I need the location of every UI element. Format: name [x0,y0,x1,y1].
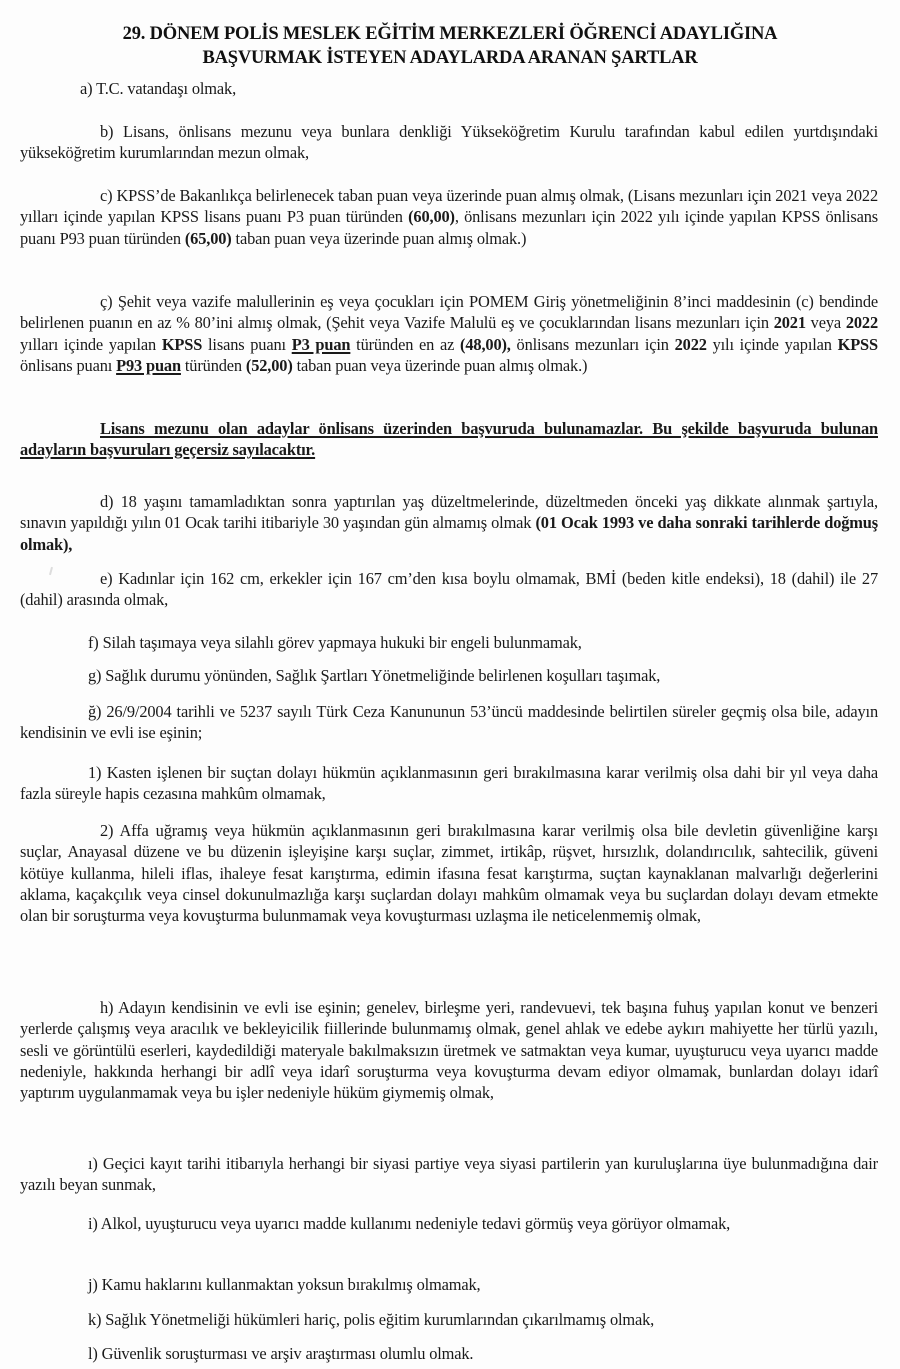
item-cc-text-9: türünden [180,355,246,375]
item-cc-p3-puan: P3 puan [291,334,351,354]
item-g [20,665,878,686]
item-c-score-lisans: (60,00) [408,207,455,227]
item-k [20,1309,878,1330]
item-c-text-1: c) KPSS’de Bakanlıkça belirlenecek taban puan veya üzerinde puan almış olmak, (Lisans mezunları için 2021 veya 2022 yılları içinde yapılan KPSS lisans puanı P3 puan türünden [20,186,878,227]
item-cc-text-3: yılları içinde yapılan [20,334,162,354]
item-gg-2 [20,820,878,926]
item-g-text: g) Sağlık durumu yönünden, Sağlık Şartları Yönetmeliğinde belirlenen koşulları taşımak, [88,666,661,685]
item-h [20,997,878,1103]
item-gg-text: ğ) 26/9/2004 tarihli ve 5237 sayılı Türk Ceza Kanununun 53’üncü maddesinde belirtilen süreler geçmiş olsa bile, adayın kendisinin ve evli ise eşinin; [20,702,878,743]
item-e-text: e) Kadınlar için 162 cm, erkekler için 167 cm’den kısa boylu olmamak, BMİ (beden kitle endeksi), 18 (dahil) ile 27 (dahil) arasında olmak, [20,569,878,610]
item-b [20,121,878,164]
document-title [0,22,900,70]
item-cc-text-10: taban puan veya üzerinde puan almış olmak.) [292,355,588,375]
warning-notice [20,418,878,461]
item-a [20,78,878,99]
item-cc-text-8: önlisans puanı [20,355,117,375]
item-c-text-2: , önlisans mezunları için 2022 yılı içinde yapılan KPSS önlisans puanı P93 puan türünden [20,207,878,248]
item-h-text: h) Adayın kendisinin ve evli ise eşinin; genelev, birleşme yeri, randevuevi, tek başına fuhuş yapılan konut ve benzeri yerlerde çalışmış veya aracılık ve bekleyicilik fiillerinde bulunmamış olmak, genel ahlak ve edebe aykırı mahiyette her türlü yazılı, sesli ve görüntülü eserleri, kaydedildiği materyale bakılmaksızın üretmek ve satmaktan veya kumar, uyuşturucu veya uyarıcı madde nedeniyle, hakkında herhangi bir adlî veya idarî soruşturma veya kovuşturma devam ediyor olmamak, bunlardan dolayı idarî yaptırım uygulanmamak veya bu işler nedeniyle hüküm giymemiş olmak, [20,998,878,1103]
item-cc-text-4: lisans puanı [202,334,292,354]
item-f [20,632,878,653]
item-cc-text-6: önlisans mezunları için [510,334,675,354]
item-gg-1-text: 1) Kasten işlenen bir suçtan dolayı hükmün açıklanmasının geri bırakılmasına karar verilmiş olsa dahi bir yıl veya daha fazla süreyle hapis cezasına mahkûm olmamak, [20,763,878,804]
item-cc-year-2: 2022 [845,313,878,333]
item-cc-year-1: 2021 [773,313,806,333]
item-cc-kpss-1: KPSS [161,334,203,354]
item-cc-text-5: türünden en az [350,334,461,354]
item-i-dotless [20,1153,878,1196]
item-i-dotless-text: ı) Geçici kayıt tarihi itibarıyla herhangi bir siyasi partiye veya siyasi partilerin yan kuruluşlarına üye bulunmadığına dair yazılı beyan sunmak, [20,1154,878,1195]
item-cc-score-onlisans: (52,00) [245,355,293,375]
item-l [20,1343,878,1364]
item-c [20,185,878,249]
item-i [20,1213,878,1234]
item-c-score-onlisans: (65,00) [184,228,232,248]
item-a-text: a) T.C. vatandaşı olmak, [80,79,237,98]
item-d-birthdate-note: (01 Ocak 1993 ve daha sonraki tarihlerde doğmuş olmak), [20,513,878,554]
item-cc-p93-puan: P93 puan [116,355,181,375]
item-cc-text-2: veya [805,313,846,333]
warning-notice-text: Lisans mezunu olan adaylar önlisans üzerinden başvuruda bulunamazlar. Bu şekilde başvuruda bulunan adayların başvuruları geçersiz sayılacaktır. [20,419,878,460]
item-d [20,491,878,555]
item-i-text: i) Alkol, uyuşturucu veya uyarıcı madde kullanımı nedeniyle tedavi görmüş veya görüyor olmamak, [88,1214,731,1233]
item-b-text: b) Lisans, önlisans mezunu veya bunlara denkliği Yükseköğretim Kurulu tarafından kabul edilen yurtdışındaki yükseköğretim kurumlarından mezun olmak, [20,122,878,163]
item-k-text: k) Sağlık Yönetmeliği hükümleri hariç, polis eğitim kurumlarından çıkarılmamış olmak, [88,1310,655,1329]
item-gg [20,701,878,744]
item-e [20,568,878,611]
item-j [20,1274,878,1295]
item-gg-1 [20,762,878,805]
title-line-2: BAŞVURMAK İSTEYEN ADAYLARDA ARANAN ŞARTLAR [202,48,698,68]
item-c-text-3: taban puan veya üzerinde puan almış olmak.) [231,228,527,248]
item-j-text: j) Kamu haklarını kullanmaktan yoksun bırakılmış olmamak, [88,1275,481,1294]
item-cc [20,291,878,376]
item-cc-text-1: ç) Şehit veya vazife malullerinin eş veya çocukları için POMEM Giriş yönetmeliğinin 8’inci maddesinin (c) bendinde belirlenen puanın en az % 80’ini almış olmak, (Şehit veya Vazife Malulü eş ve çocuklarından lisans mezunları için [20,292,878,333]
item-cc-year-3: 2022 [674,334,707,354]
item-gg-2-text: 2) Affa uğramış veya hükmün açıklanmasının geri bırakılmasına karar verilmiş olsa bile devletin güvenliğine karşı suçlar, Anayasal düzene ve bu düzenin işleyişine karşı suçlar, zimmet, irtikâp, rüşvet, hırsızlık, dolandırıcılık, sahtecilik, güveni kötüye kullanma, hileli iflas, ihaleye fesat karıştırma, edimin ifasına fesat karıştırma, suçtan kaynaklanan malvarlığı değerlerini aklama, kaçakçılık veya cinsel dokunulmazlığa karşı suçlardan dolayı mahkûm olmamak veya bu suçlardan dolayı devam etmekte olan bir soruşturma veya kovuşturma bulunmamak veya kovuşturması uzlaşma ile neticelenmemiş olmak, [20,821,878,926]
item-cc-score-lisans: (48,00), [460,334,511,354]
item-f-text: f) Silah taşımaya veya silahlı görev yapmaya hukuki bir engeli bulunmamak, [88,633,582,652]
item-d-text: d) 18 yaşını tamamladıktan sonra yaptırılan yaş düzeltmelerinde, düzeltmeden önceki yaş dikkate alınmak şartıyla, sınavın yapıldığı yılın 01 Ocak tarihi itibariyle 30 yaşından gün almamış olmak [20,492,878,533]
item-l-text: l) Güvenlik soruşturması ve arşiv araştırması olumlu olmak. [88,1344,474,1363]
item-cc-text-7: yılı içinde yapılan [706,334,838,354]
item-cc-kpss-2: KPSS [837,334,878,354]
title-line-1: 29. DÖNEM POLİS MESLEK EĞİTİM MERKEZLERİ ÖĞRENCİ ADAYLIĞINA [122,24,778,44]
